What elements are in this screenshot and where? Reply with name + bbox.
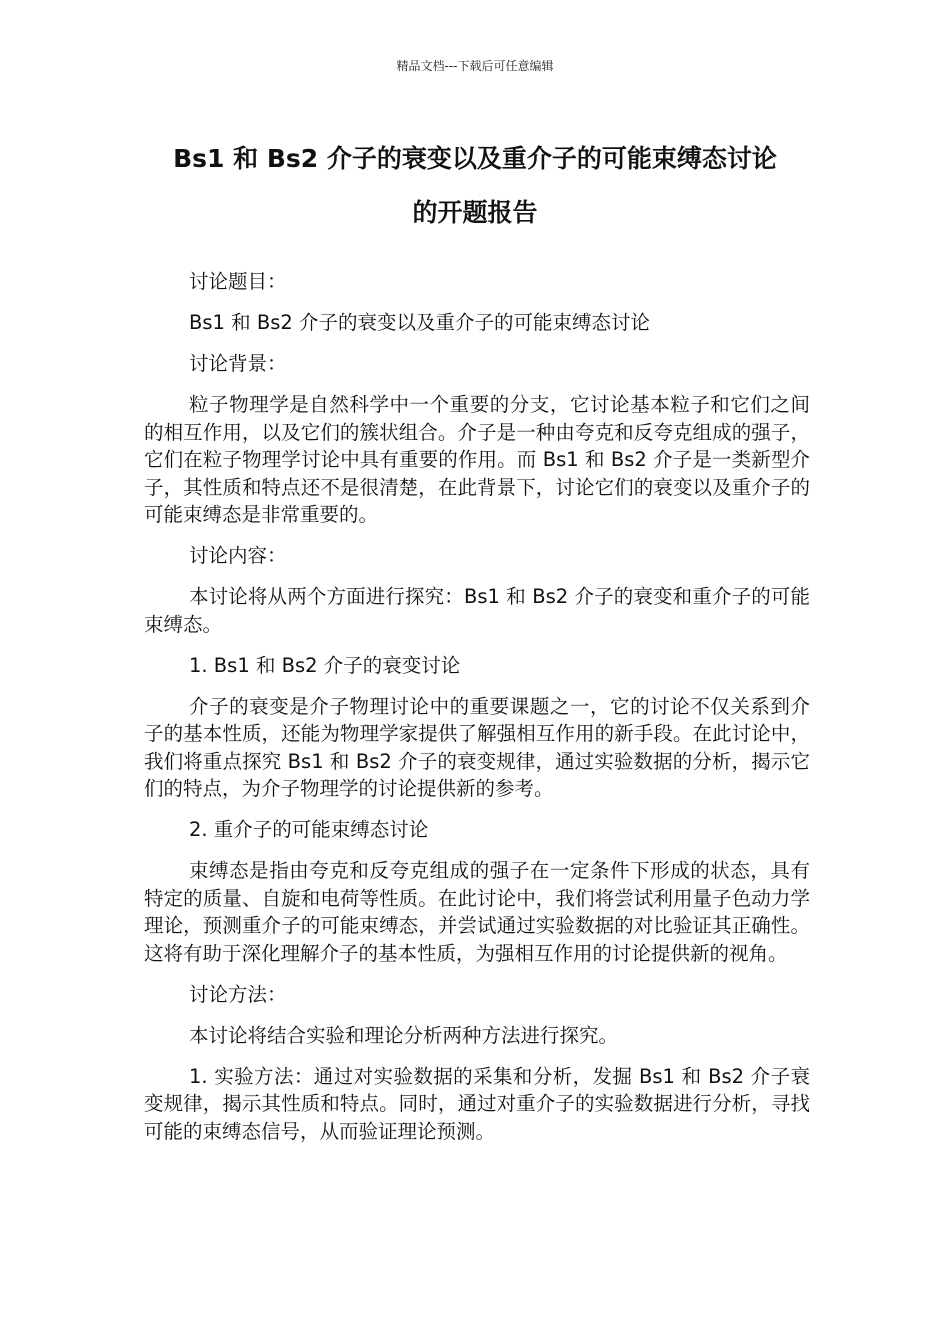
- section-label-content: 讨论内容：: [189, 544, 287, 567]
- bound-state-paragraph: 束缚态是指由夸克和反夸克组成的强子在一定条件下形成的状态，具有特定的质量、自旋和电荷等性质。在此讨论中，我们将尝试利用量子色动力学理论，预测重介子的可能束缚态，并尝试通过实验数据的对比验证其正确性。这将有助于深化理解介子的基本性质，为强相互作用的讨论提供新的视角。: [144, 859, 810, 965]
- title-line-1: Bs1 和 Bs2 介子的衰变以及重介子的可能束缚态讨论: [173, 144, 777, 173]
- section-label-methods: 讨论方法：: [189, 982, 287, 1006]
- section-label-topic: 讨论题目：: [189, 270, 287, 293]
- document-title: [130, 132, 820, 240]
- header-note: 精品文档---下载后可任意编辑: [396, 59, 554, 73]
- experimental-method-paragraph: 1. 实验方法：通过对实验数据的采集和分析，发掘 Bs1 和 Bs2 介子衰变规律，揭示其性质和特点。同时，通过对重介子的实验数据进行分析，寻找可能的束缚态信号，从而验证理论预测。: [144, 1064, 810, 1143]
- topic-text: Bs1 和 Bs2 介子的衰变以及重介子的可能束缚态讨论: [189, 311, 650, 334]
- subsection-heading-2: 2. 重介子的可能束缚态讨论: [189, 818, 429, 841]
- title-line-2: 的开题报告: [412, 198, 538, 227]
- subsection-heading-1: 1. Bs1 和 Bs2 介子的衰变讨论: [189, 653, 461, 677]
- methods-intro-paragraph: 本讨论将结合实验和理论分析两种方法进行探究。: [189, 1023, 619, 1047]
- decay-paragraph: 介子的衰变是介子物理讨论中的重要课题之一，它的讨论不仅关系到介子的基本性质，还能为物理学家提供了解强相互作用的新手段。在此讨论中，我们将重点探究 Bs1 和 Bs2 介子的衰变规律，通过实验数据的分析，揭示它们的特点，为介子物理学的讨论提供新的参考。: [144, 694, 810, 800]
- background-paragraph: 粒子物理学是自然科学中一个重要的分支，它讨论基本粒子和它们之间的相互作用，以及它们的簇状组合。介子是一种由夸克和反夸克组成的强子，它们在粒子物理学讨论中具有重要的作用。而 Bs1 和 Bs2 介子是一类新型介子，其性质和特点还不是很清楚，在此背景下，讨论它们的衰变以及重介子的可能束缚态是非常重要的。: [144, 393, 810, 526]
- document-body: [144, 268, 810, 1159]
- content-intro-paragraph: 本讨论将从两个方面进行探究：Bs1 和 Bs2 介子的衰变和重介子的可能束缚态。: [144, 585, 810, 636]
- section-label-background: 讨论背景：: [189, 352, 287, 375]
